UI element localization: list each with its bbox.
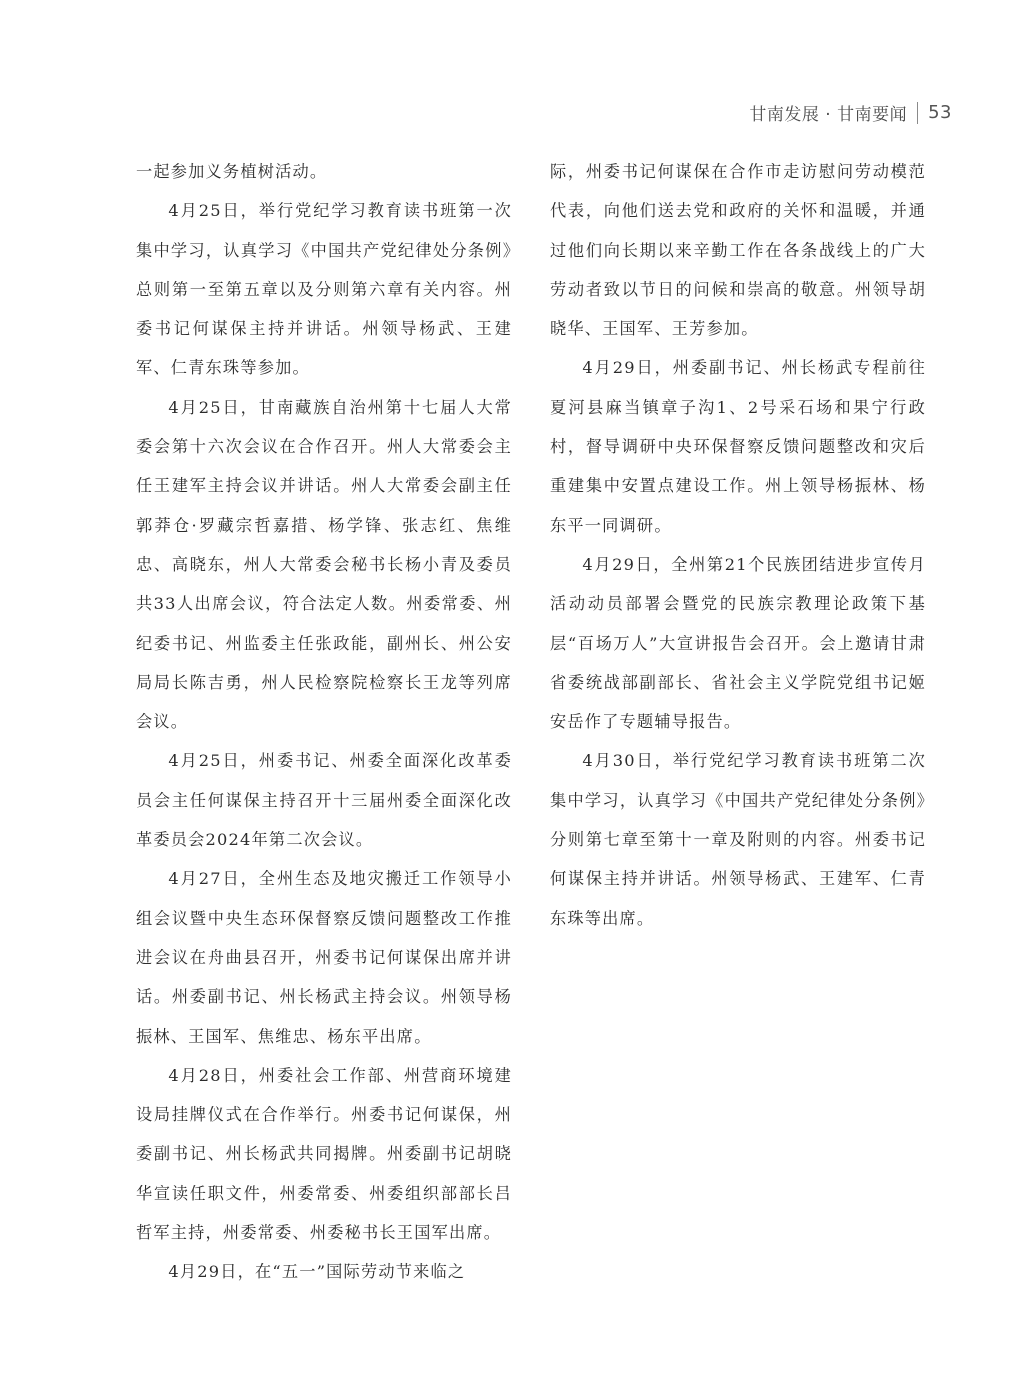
left-column <box>136 152 512 1292</box>
paragraph: 4月29日，全州第21个民族团结进步宣传月活动动员部署会暨党的民族宗教理论政策下基层“百场万人”大宣讲报告会召开。会上邀请甘肃省委统战部副部长、省社会主义学院党组书记姬安岳作了专题辅导报告。 <box>550 554 926 732</box>
paragraph: 4月28日，州委社会工作部、州营商环境建设局挂牌仪式在合作举行。州委书记何谋保，州委副书记、州长杨武共同揭牌。州委副书记胡晓华宣读任职文件，州委常委、州委组织部部长吕哲军主持，州委常委、州委秘书长王国军出席。 <box>136 1065 512 1243</box>
header-divider <box>917 102 918 124</box>
paragraph: 4月29日，在“五一”国际劳动节来临之 <box>168 1262 466 1282</box>
page-number: 53 <box>928 102 952 123</box>
paragraph: 4月27日，全州生态及地灾搬迁工作领导小组会议暨中央生态环保督察反馈问题整改工作推进会议在舟曲县召开，州委书记何谋保出席并讲话。州委副书记、州长杨武主持会议。州领导杨振林、王国军、焦维忠、杨东平出席。 <box>136 869 512 1046</box>
right-column <box>550 152 926 1292</box>
paragraph: 一起参加义务植树活动。 <box>136 162 328 181</box>
paragraph: 4月30日，举行党纪学习教育读书班第二次集中学习，认真学习《中国共产党纪律处分条例》分则第七章至第十一章及附则的内容。州委书记何谋保主持并讲话。州领导杨武、王建军、仁青东珠等出席。 <box>550 751 926 928</box>
page-header <box>749 100 952 125</box>
section-title: 甘南发展 · 甘南要闻 <box>749 105 908 125</box>
paragraph: 4月29日，州委副书记、州长杨武专程前往夏河县麻当镇章子沟1、2号采石场和果宁行政村，督导调研中央环保督察反馈问题整改和灾后重建集中安置点建设工作。州上领导杨振林、杨东平一同调研。 <box>550 358 926 535</box>
paragraph: 际，州委书记何谋保在合作市走访慰问劳动模范代表，向他们送去党和政府的关怀和温暖，并通过他们向长期以来辛勤工作在各条战线上的广大劳动者致以节日的问候和崇高的敬意。州领导胡晓华、王国军、王芳参加。 <box>550 162 926 339</box>
paragraph: 4月25日，举行党纪学习教育读书班第一次集中学习，认真学习《中国共产党纪律处分条例》总则第一至第五章以及分则第六章有关内容。州委书记何谋保主持并讲话。州领导杨武、王建军、仁青东珠等参加。 <box>136 201 512 378</box>
paragraph: 4月25日，州委书记、州委全面深化改革委员会主任何谋保主持召开十三届州委全面深化改革委员会2024年第二次会议。 <box>136 751 512 850</box>
article-body <box>136 152 926 1292</box>
paragraph: 4月25日，甘南藏族自治州第十七届人大常委会第十六次会议在合作召开。州人大常委会主任王建军主持会议并讲话。州人大常委会副主任郭莽仓·罗藏宗哲嘉措、杨学锋、张志红、焦维忠、高晓东，州人大常委会秘书长杨小青及委员共33人出席会议，符合法定人数。州委常委、州纪委书记、州监委主任张政能，副州长、州公安局局长陈吉勇，州人民检察院检察长王龙等列席会议。 <box>136 397 512 732</box>
